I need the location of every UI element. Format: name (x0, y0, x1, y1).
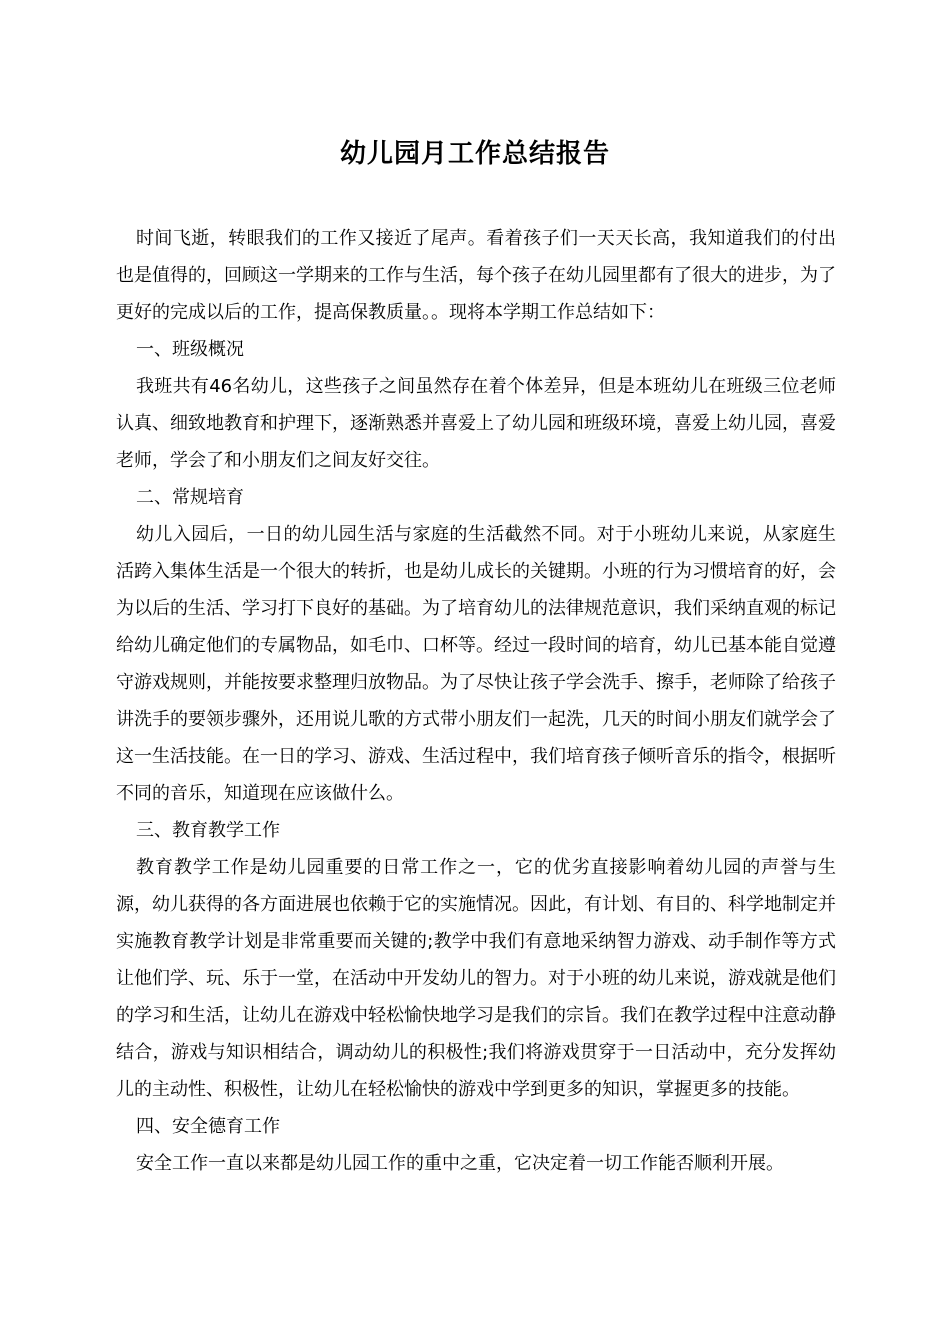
section-paragraph-safety-moral: 安全工作一直以来都是幼儿园工作的重中之重，它决定着一切工作能否顺利开展。 (136, 1153, 784, 1174)
section-heading-routine-training: 二、常规培育 (136, 487, 244, 508)
page-title: 幼儿园月工作总结报告 (339, 139, 610, 169)
section-paragraph-teaching-work: 教育教学工作是幼儿园重要的日常工作之一，它的优劣直接影响着幼儿园的声誉与生源，幼儿获得的各方面进展也依赖于它的实施情况。因此，有计划、有目的、科学地制定并实施教育教学计划是非常重要而关键的;教学中我们有意地采纳智力游戏、动手制作等方式让他们学、玩、乐于一堂，在活动中开发幼儿的智力。对于小班的幼儿来说，游戏就是他们的学习和生活，让幼儿在游戏中轻松愉快地学习是我们的宗旨。我们在教学过程中注意动静结合，游戏与知识相结合，调动幼儿的积极性;我们将游戏贯穿于一日活动中，充分发挥幼儿的主动性、积极性，让幼儿在轻松愉快的游戏中学到更多的知识，掌握更多的技能。 (116, 857, 836, 1100)
document-body (116, 220, 836, 1182)
section-paragraph-class-overview: 我班共有46名幼儿，这些孩子之间虽然存在着个体差异，但是本班幼儿在班级三位老师认真、细致地教育和护理下，逐渐熟悉并喜爱上了幼儿园和班级环境，喜爱上幼儿园，喜爱老师，学会了和小朋友们之间友好交往。 (116, 376, 836, 471)
section-heading-safety-moral: 四、安全德育工作 (136, 1116, 280, 1137)
intro-paragraph: 时间飞逝，转眼我们的工作又接近了尾声。看着孩子们一天天长高，我知道我们的付出也是值得的，回顾这一学期来的工作与生活，每个孩子在幼儿园里都有了很大的进步，为了更好的完成以后的工作，提高保教质量。。现将本学期工作总结如下： (116, 228, 836, 323)
section-heading-class-overview: 一、班级概况 (136, 339, 244, 360)
section-heading-teaching-work: 三、教育教学工作 (136, 820, 280, 841)
section-paragraph-routine-training: 幼儿入园后，一日的幼儿园生活与家庭的生活截然不同。对于小班幼儿来说，从家庭生活跨入集体生活是一个很大的转折，也是幼儿成长的关键期。小班的行为习惯培育的好，会为以后的生活、学习打下良好的基础。为了培育幼儿的法律规范意识，我们采纳直观的标记给幼儿确定他们的专属物品，如毛巾、口杯等。经过一段时间的培育，幼儿已基本能自觉遵守游戏规则，并能按要求整理归放物品。为了尽快让孩子学会洗手、擦手，老师除了给孩子讲洗手的要领步骤外，还用说儿歌的方式带小朋友们一起洗，几天的时间小朋友们就学会了这一生活技能。在一日的学习、游戏、生活过程中，我们培育孩子倾听音乐的指令，根据听不同的音乐，知道现在应该做什么。 (116, 524, 836, 804)
